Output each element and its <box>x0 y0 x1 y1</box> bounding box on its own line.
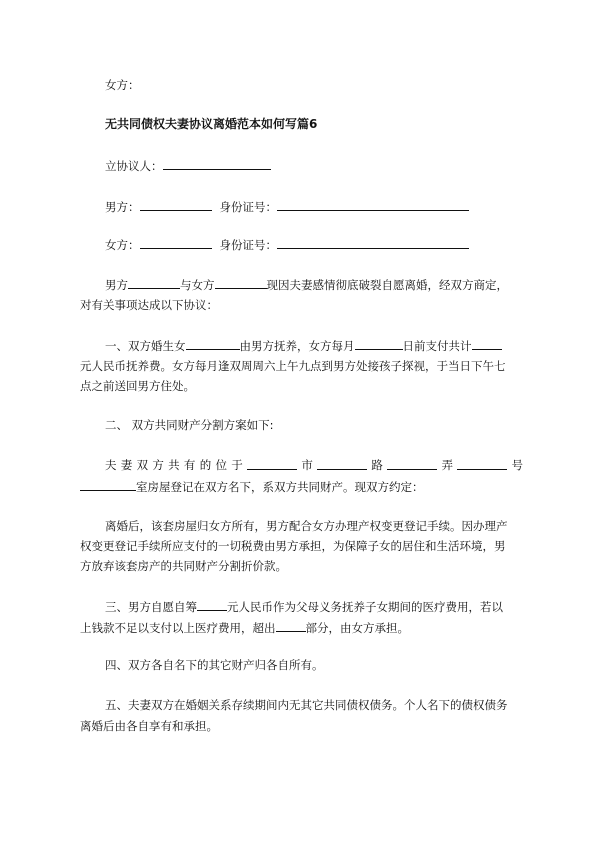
para4-line1 <box>105 457 523 473</box>
text-span: 一、双方婚生女 <box>105 339 186 353</box>
male-label: 男方： <box>105 200 140 214</box>
para2-line2: 元人民币抚养费。女方每月逢双周周六上午九点到男方处接孩子探视，于当日下午七 <box>80 359 506 373</box>
blank <box>215 276 267 289</box>
signatory-label: 立协议人： <box>105 159 163 173</box>
road-blank <box>317 457 367 470</box>
char: 市 <box>301 458 313 472</box>
char: 于 <box>231 458 243 472</box>
char: 位 <box>215 458 227 472</box>
para7-line1: 四、双方各自名下的其它财产归各自所有。 <box>105 658 324 672</box>
text-span: 与女方 <box>180 278 215 292</box>
char: 妻 <box>120 458 133 472</box>
para1-line1 <box>105 276 508 293</box>
female-line-top: 女方： <box>105 78 140 92</box>
female-label: 女方： <box>105 238 140 252</box>
blank <box>276 619 306 632</box>
para4-line2 <box>80 478 424 495</box>
text-span: 室房屋登记在双方名下，系双方共同财产。现双方约定： <box>136 480 424 494</box>
female-id-blank <box>277 236 469 249</box>
char: 号 <box>511 458 523 472</box>
para2-line1 <box>105 337 502 354</box>
para8-line2: 离婚后由各自享有和承担。 <box>80 719 218 733</box>
blank <box>472 337 502 350</box>
char: 共 <box>168 458 180 472</box>
text-span: 男方 <box>105 278 128 292</box>
blank <box>197 598 227 611</box>
text-span: 由男方抚养，女方每月 <box>239 339 355 353</box>
blank <box>186 337 240 350</box>
char: 的 <box>199 458 212 472</box>
char: 夫 <box>105 458 117 472</box>
para5-line2: 权变更登记手续所应支付的一切税费由男方承担，为保障子女的居住和生活环境，男 <box>80 539 506 553</box>
para6-line1 <box>105 598 503 615</box>
text-span: 现因夫妻感情彻底破裂自愿离婚，经双方商定， <box>266 278 508 292</box>
para2-line3: 点之前送回男方住处。 <box>80 379 195 393</box>
text-span: 三、男方自愿自筹 <box>105 600 197 614</box>
male-name-blank <box>140 198 212 211</box>
female-name-blank <box>140 236 212 249</box>
para8-line1: 五、夫妻双方在婚姻关系存续期间内无其它共同债权债务。个人名下的债权债务 <box>105 698 508 712</box>
char: 弄 <box>441 458 453 472</box>
male-id-blank <box>277 198 469 211</box>
char: 路 <box>371 458 383 472</box>
blank <box>128 276 180 289</box>
text-span: 上钱款不足以支付以上医疗费用，超出 <box>80 621 276 635</box>
signatory-blank <box>163 157 271 170</box>
para5-line3: 方放弃该套房产的共同财产分割折价款。 <box>80 559 287 573</box>
signatory-line <box>105 157 271 174</box>
city-blank <box>247 457 297 470</box>
para3-line1: 二、 双方共同财产分割方案如下: <box>105 418 274 432</box>
text-span: 元人民币作为父母义务抚养子女期间的医疗费用，若以 <box>227 600 503 614</box>
female-id-line <box>105 236 469 253</box>
char: 双 <box>136 458 149 472</box>
blank <box>355 337 403 350</box>
para5-line1: 离婚后，该套房屋归女方所有，男方配合女方办理产权变更登记手续。因办理产 <box>105 519 508 533</box>
text-span: 部分，由女方承担。 <box>305 621 409 635</box>
char: 方 <box>152 458 164 472</box>
female-id-label: 身份证号： <box>219 238 277 252</box>
text-span: 日前支付共计 <box>402 339 472 353</box>
para1-line2: 对有关事项达成以下协议： <box>80 298 218 312</box>
char: 有 <box>183 458 196 472</box>
para6-line2 <box>80 619 409 636</box>
number-blank <box>457 457 507 470</box>
lane-blank <box>387 457 437 470</box>
room-blank <box>80 478 136 491</box>
male-id-label: 身份证号： <box>219 200 277 214</box>
male-id-line <box>105 198 469 215</box>
document-title: 无共同债权夫妻协议离婚范本如何写篇6 <box>105 117 318 131</box>
